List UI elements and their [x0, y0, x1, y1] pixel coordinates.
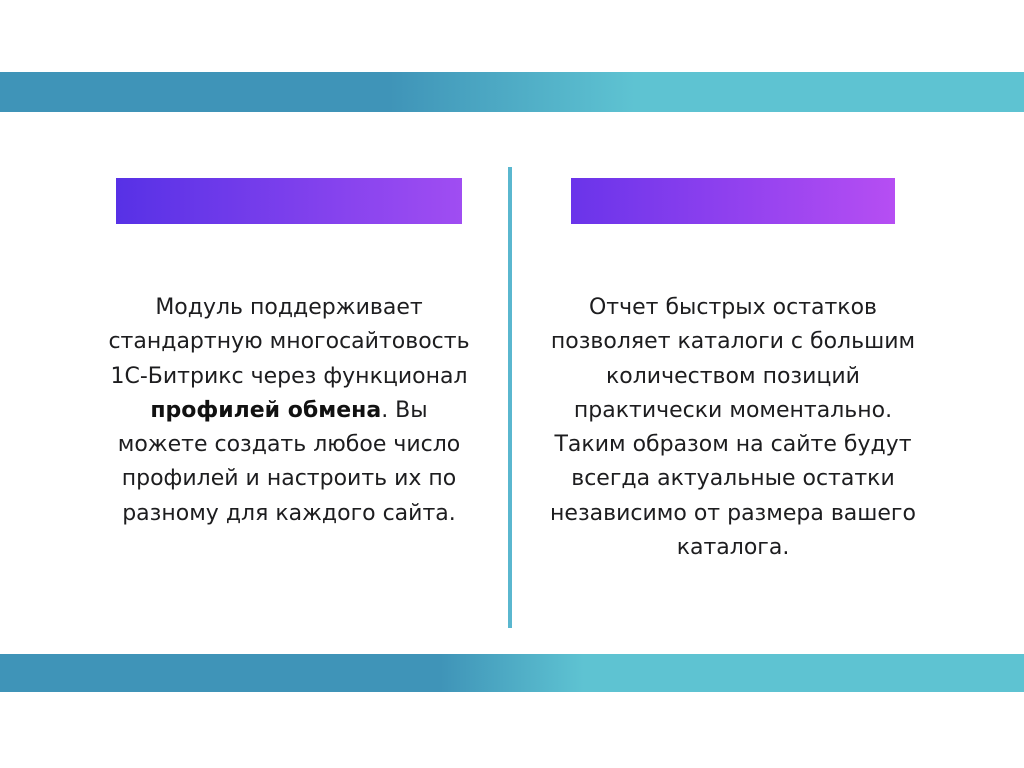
page-title — [0, 72, 1024, 112]
feature-title-multisite — [116, 178, 463, 224]
feature-description-fast-stock: Отчет быстрых остатков позволяет каталоги с большим количеством позиций практически моментально. Таким образом на сайте будут всегда актуальные остатки независимо от размера вашего каталога. — [550, 295, 916, 561]
feature-title-fast-stock — [571, 178, 896, 224]
site-link[interactable] — [0, 654, 1024, 692]
feature-column-multisite — [84, 178, 494, 531]
feature-description-part: Модуль поддерживает стандартную многосайтовость 1С-Битрикс через функционал — [108, 295, 470, 389]
feature-description-bold: профилей обмена — [150, 397, 382, 423]
feature-description-part: . Вы можете создать любое число профилей и настроить их по разному для каждого сайта. — [117, 397, 461, 526]
column-divider — [508, 167, 512, 628]
feature-column-fast-stock — [528, 178, 938, 565]
feature-description-multisite — [104, 291, 474, 531]
